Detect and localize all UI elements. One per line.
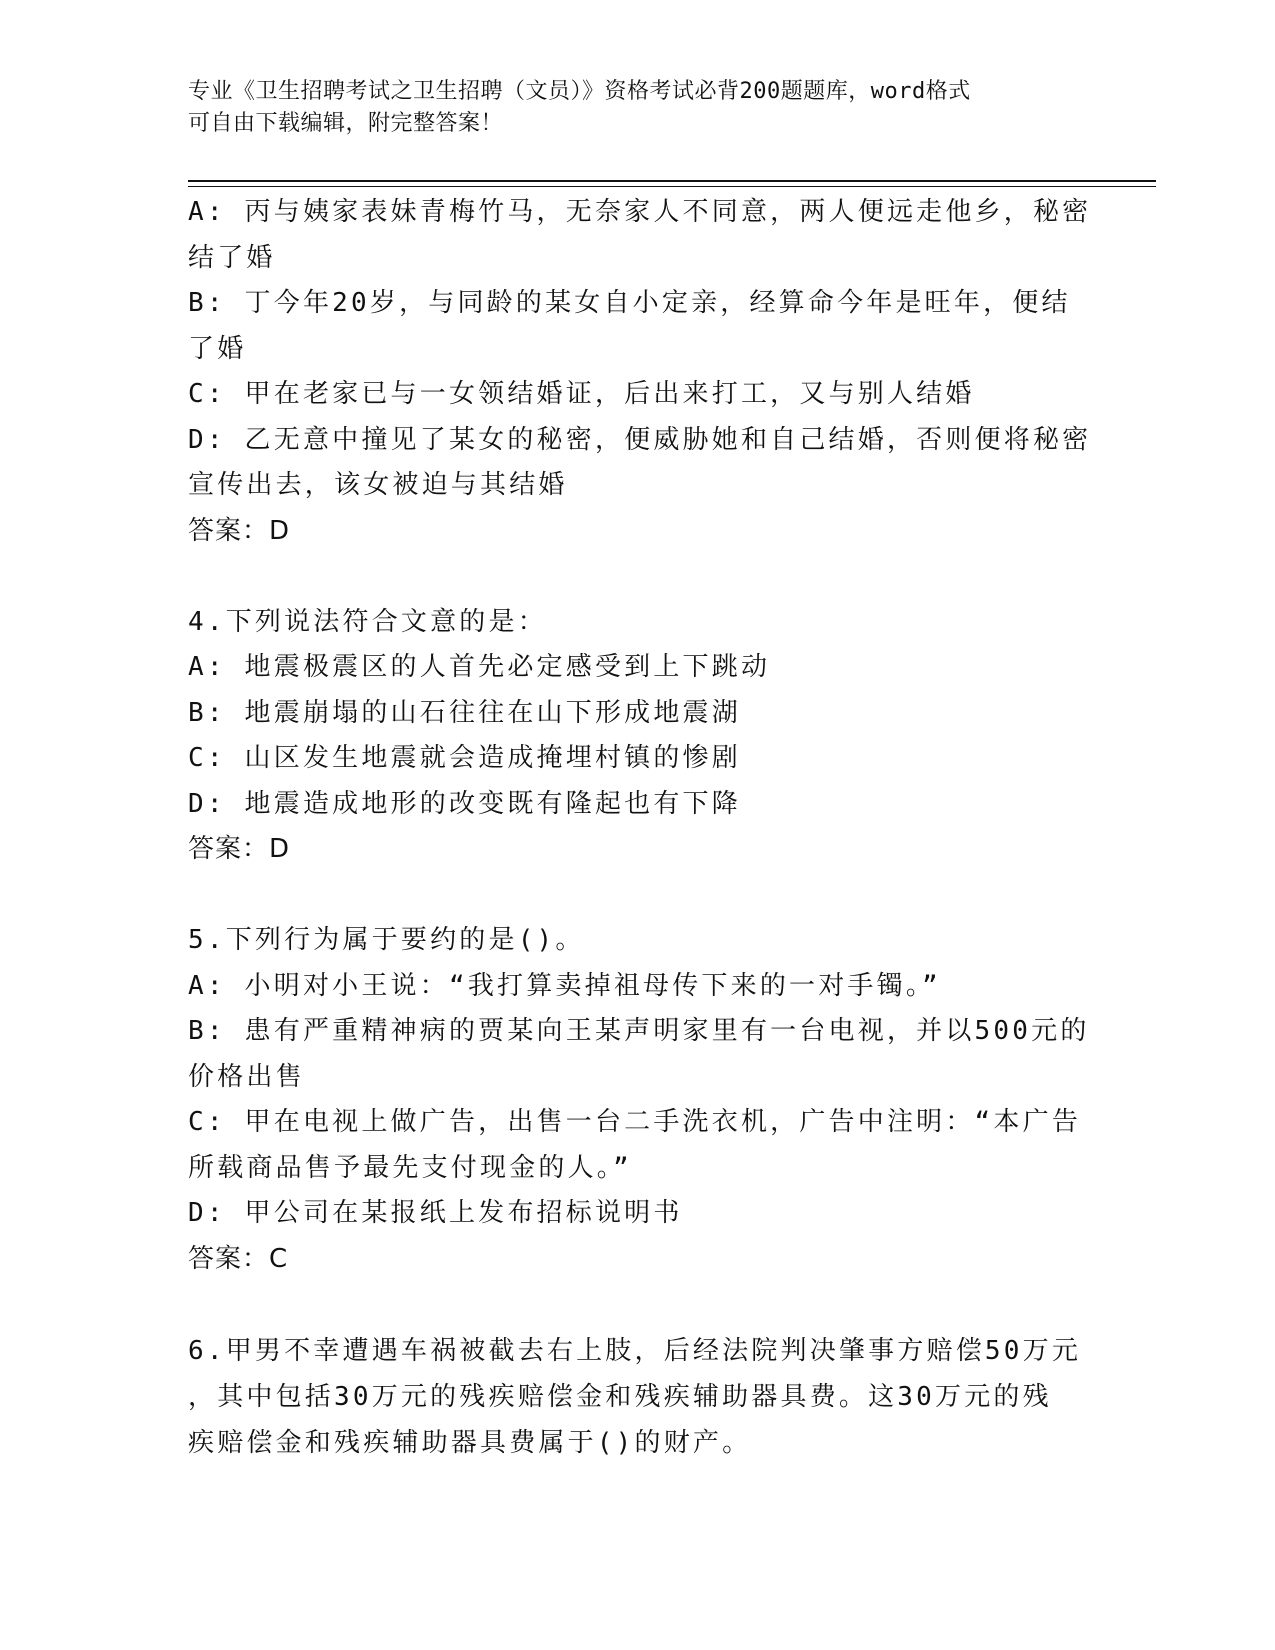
option-d: D: 甲公司在某报纸上发布招标说明书	[188, 1198, 683, 1228]
spacer	[188, 1282, 1088, 1328]
question-block-5	[188, 918, 1088, 1282]
question-text-line-2: ，其中包括30万元的残疾赔偿金和残疾辅助器具费。这30万元的残	[188, 1381, 1052, 1412]
option-a: A: 地震极震区的人首先必定感受到上下跳动	[188, 652, 771, 682]
question-text-line-3: 疾赔偿金和残疾辅助器具费属于()的财产。	[188, 1427, 752, 1458]
header-title-line-1: 专业《卫生招聘考试之卫生招聘（文员）》资格考试必背200题题库，word格式	[188, 79, 971, 104]
question-text-line-1: 6.甲男不幸遭遇车祸被截去右上肢，后经法院判决肇事方赔偿50万元	[188, 1335, 1082, 1366]
question-block-4	[188, 600, 1088, 873]
option-b: B: 地震崩塌的山石往往在山下形成地震湖	[188, 697, 741, 728]
header-divider-thick	[188, 180, 1156, 182]
option-b-line-1: B: 患有严重精神病的贾某向王某声明家里有一台电视，并以500元的	[188, 1016, 1090, 1046]
option-d-line-2: 宣传出去，该女被迫与其结婚	[188, 470, 568, 500]
option-d-line-1: D: 乙无意中撞见了某女的秘密，便威胁她和自己结婚，否则便将秘密	[188, 424, 1092, 455]
header-divider-thin	[188, 186, 1156, 187]
question-block-6	[188, 1328, 1088, 1466]
option-c-line-1: C: 甲在电视上做广告，出售一台二手洗衣机，广告中注明：“本广告	[188, 1107, 1082, 1137]
answer-label: 答案：D	[188, 834, 291, 864]
option-c-line-2: 所载商品售予最先支付现金的人。”	[188, 1152, 632, 1183]
option-a-line-1: A: 丙与姨家表妹青梅竹马，无奈家人不同意，两人便远走他乡，秘密	[188, 197, 1092, 227]
option-b-line-2: 了婚	[188, 333, 247, 364]
option-b-line-2: 价格出售	[188, 1061, 305, 1092]
option-c: C: 甲在老家已与一女领结婚证，后出来打工，又与别人结婚	[188, 379, 975, 409]
spacer	[188, 873, 1088, 919]
option-c: C: 山区发生地震就会造成掩埋村镇的惨剧	[188, 743, 741, 773]
spacer	[188, 554, 1088, 600]
question-text: 5.下列行为属于要约的是()。	[188, 925, 585, 955]
answer-label: 答案：D	[188, 515, 291, 546]
header-title-line-2: 可自由下载编辑，附完整答案！	[188, 111, 504, 136]
document-header	[188, 76, 1068, 140]
question-block-3	[188, 190, 1092, 554]
option-a-line-2: 结了婚	[188, 242, 276, 273]
option-a: A: 小明对小王说：“我打算卖掉祖母传下来的一对手镯。”	[188, 970, 941, 1001]
question-text: 4.下列说法符合文意的是：	[188, 606, 547, 637]
option-d: D: 地震造成地形的改变既有隆起也有下降	[188, 788, 741, 819]
option-b-line-1: B: 丁今年20岁，与同龄的某女自小定亲，经算命今年是旺年，便结	[188, 288, 1071, 318]
answer-label: 答案：C	[188, 1243, 289, 1274]
question-list	[188, 190, 1092, 1466]
